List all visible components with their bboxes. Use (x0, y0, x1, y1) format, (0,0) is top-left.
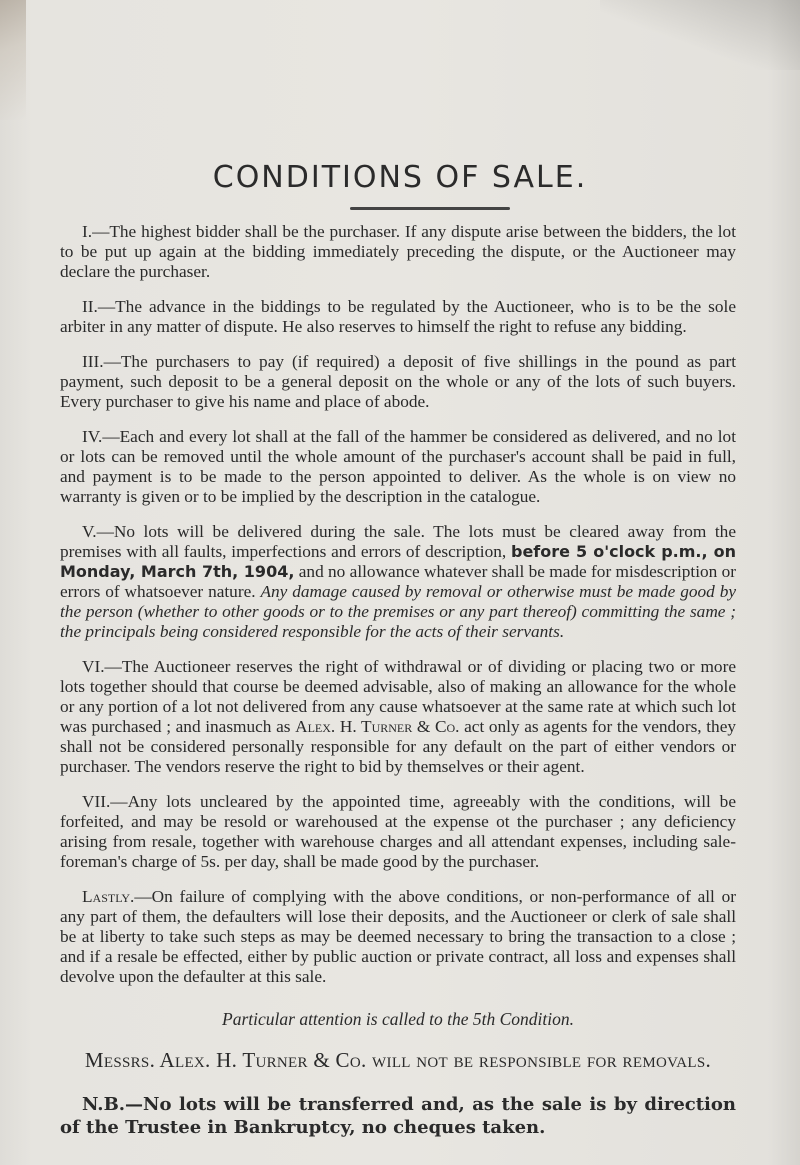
conditions-body (60, 222, 736, 1139)
clause-text: The highest bidder shall be the purchaser. If any dispute arise between the bidders, the lot to be put up again at the bidding immediately preceding the dispute, or the Auctioneer may declare the purchaser. (60, 222, 736, 281)
clause-1 (60, 222, 736, 282)
attention-note: Particular attention is called to the 5th Condition. (222, 1009, 574, 1029)
firm-name: Alex. H. Turner & Co. (295, 717, 460, 736)
clause-number: I.— (82, 222, 110, 241)
title-rule (350, 207, 510, 210)
clause-text: On failure of complying with the above conditions, or non-performance of all or any part of them, the defaulters will lose their deposits, and the Auctioneer or clerk of sale shall be at liberty to take such steps as may be deemed necessary to bring the transaction to a close ; and if a resale be effected, either by public auction or private contract, all loss and expenses shall devolve upon the defaulter at this sale. (60, 887, 736, 986)
nb-notice: N.B.—No lots will be transferred and, as the sale is by direction of the Trustee in Bankruptcy, no cheques taken. (60, 1094, 736, 1138)
clause-7 (60, 792, 736, 872)
damage-clause: Any damage caused by removal or otherwise must be made good by the person (whether to other goods or to the premises or any part thereof) committing the same ; the principals being considered responsible for the acts of their servants. (60, 582, 737, 641)
clause-number: Lastly.— (82, 887, 152, 906)
clause-number: IV.— (82, 427, 120, 446)
removals-notice: Messrs. Alex. H. Turner & Co. will not be responsible for removals. (84, 1048, 712, 1072)
clause-text: and no allowance whatever shall be made for misdescription or errors of whatsoever nature. (60, 562, 737, 601)
clause-text: Any lots uncleared by the appointed time, agreeably with the conditions, will be forfeited, and may be resold or warehoused at the expense ot the purchaser ; any deficiency arising from resale, together with warehouse charges and all attendant expenses, including sale-foreman's charge of 5s. per day, shall be made good by the purchaser. (60, 792, 736, 871)
clause-text: The Auctioneer reserves the right of withdrawal or of dividing or placing two or more lots together should that course be deemed advisable, also of making an allowance for the whole or any portion of a lot not delivered from any cause whatsoever at the same rate at which such lot was purchased ; and inasmuch as (60, 657, 736, 736)
clause-2 (60, 297, 736, 337)
clause-number: II.— (82, 297, 116, 316)
clause-4 (60, 427, 736, 507)
clause-6 (60, 657, 736, 777)
clause-number: III.— (82, 352, 121, 371)
paper-shadow (600, 0, 800, 70)
page-title: CONDITIONS OF SALE. (212, 160, 588, 195)
clause-text: act only as agents for the vendors, they shall not be considered personally responsible for any default on the part of either vendors or purchaser. The vendors reserve the right to bid by themselves or their agent. (60, 717, 737, 776)
paper-stain (0, 0, 26, 120)
clause-text: No lots will be delivered during the sale. The lots must be cleared away from the premises with all faults, imperfections and errors of description, (60, 522, 736, 561)
clearance-deadline: before 5 o'clock p.m., on Monday, March 7th, 1904, (60, 542, 736, 581)
clause-number: VII.— (82, 792, 128, 811)
clause-number: V.— (82, 522, 114, 541)
clause-number: VI.— (82, 657, 122, 676)
clause-5 (60, 522, 736, 642)
clause-text: The advance in the biddings to be regulated by the Auctioneer, who is to be the sole arbiter in any matter of dispute. He also reserves to himself the right to refuse any bidding. (60, 297, 736, 336)
clause-lastly (60, 887, 736, 987)
clause-text: The purchasers to pay (if required) a deposit of five shillings in the pound as part payment, such deposit to be a general deposit on the whole or any of the lots of such buyers. Every purchaser to give his name and place of abode. (60, 352, 736, 411)
clause-3 (60, 352, 736, 412)
clause-text: Each and every lot shall at the fall of the hammer be considered as delivered, and no lot or lots can be removed until the whole amount of the purchaser's account shall be paid in full, and payment is to be made to the person appointed to deliver. As the whole is on view no warranty is given or to be implied by the description in the catalogue. (60, 427, 736, 506)
